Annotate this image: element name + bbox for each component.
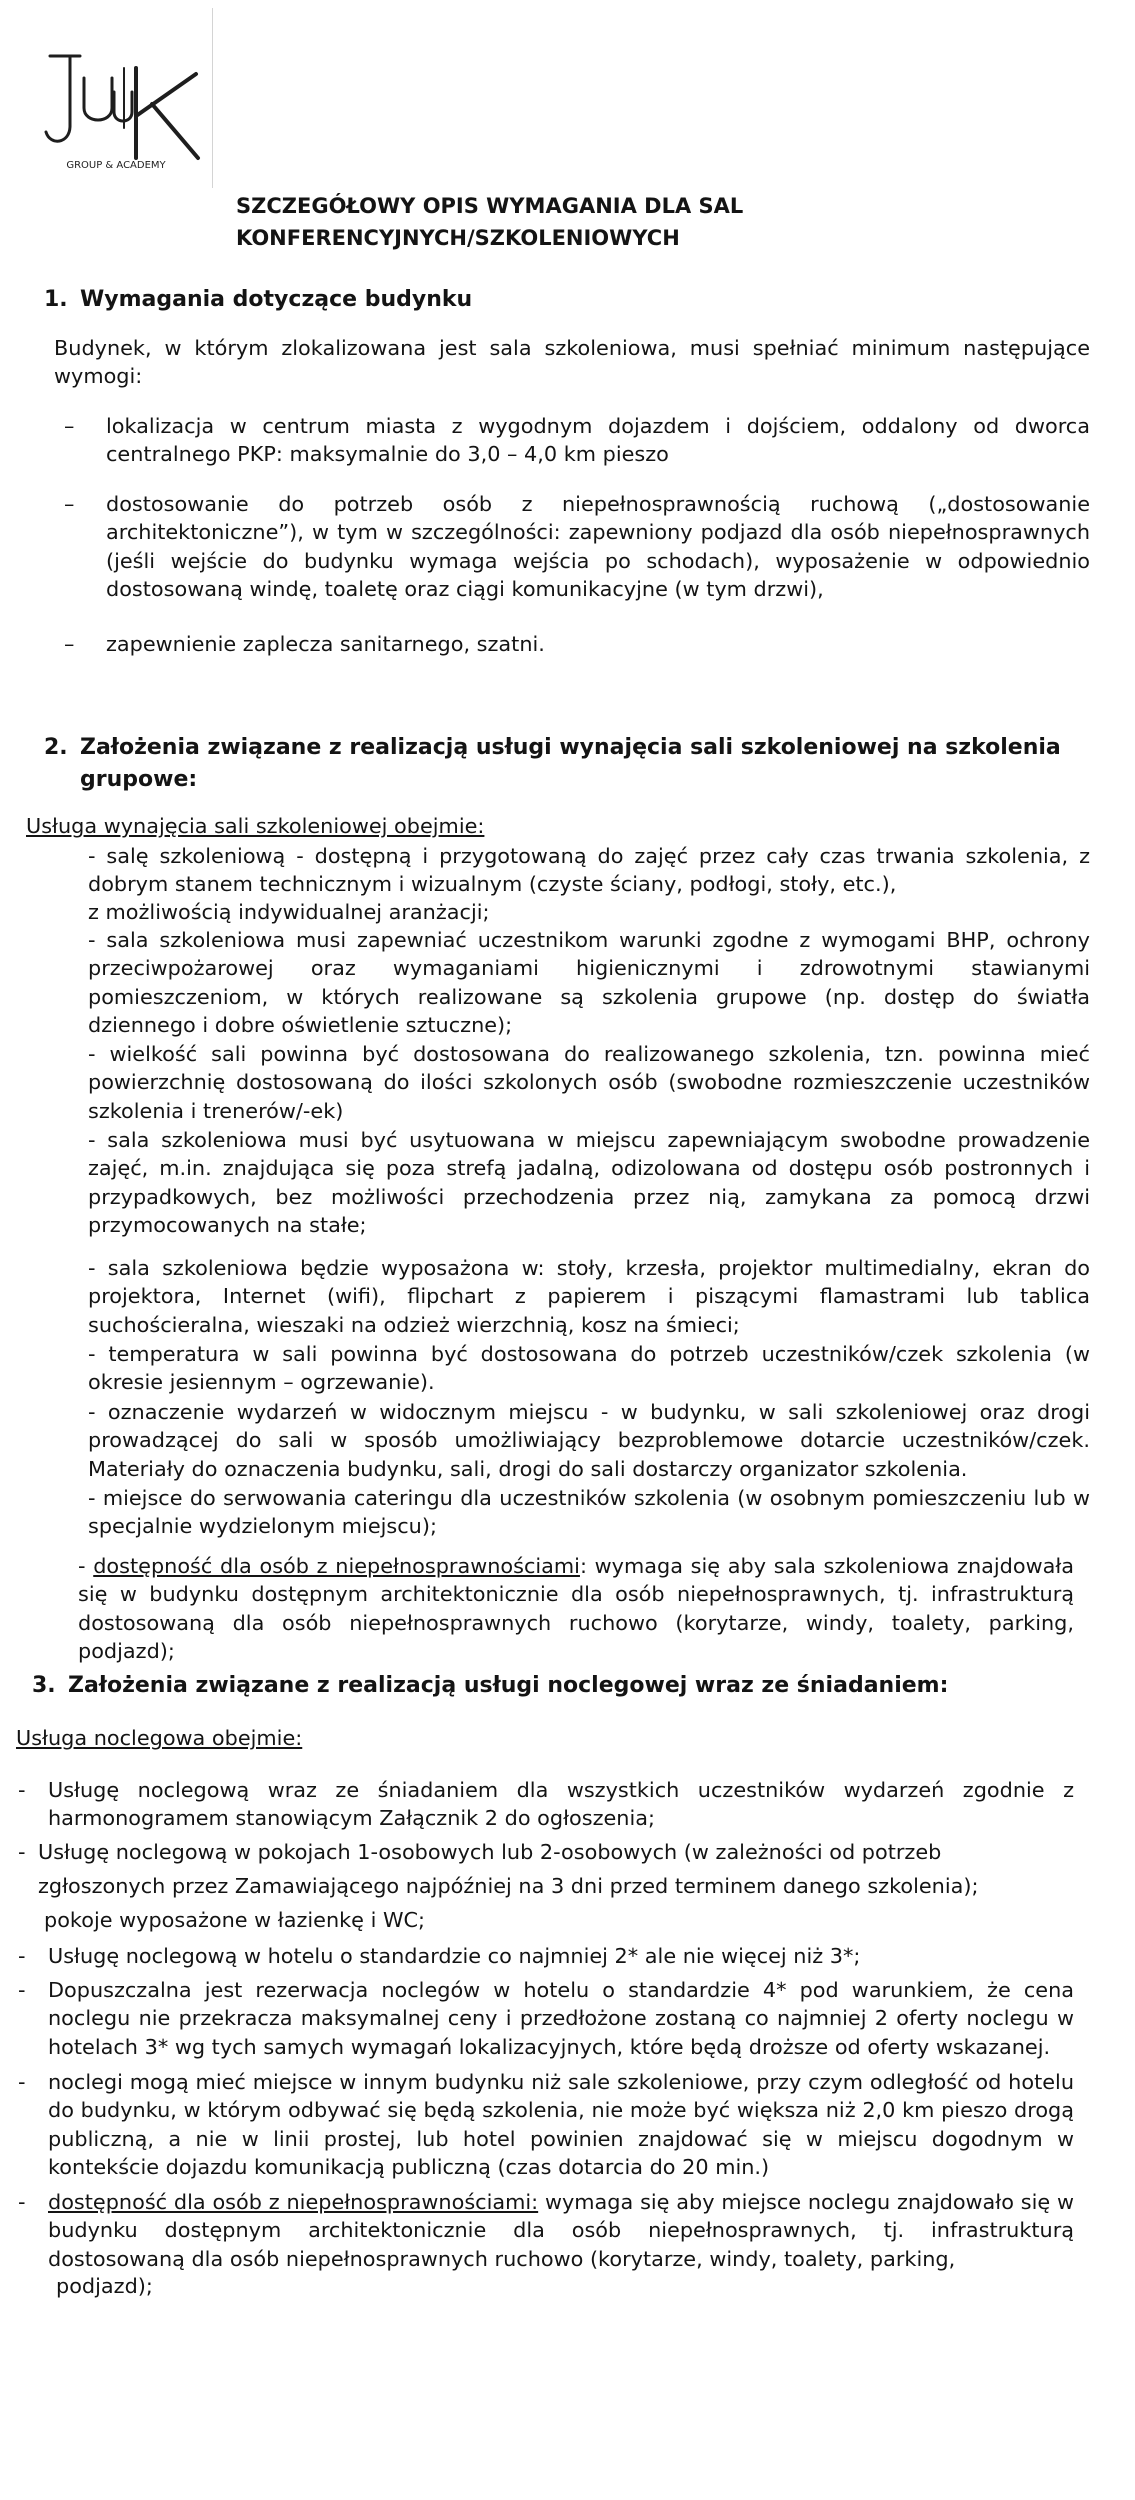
section-2-item-access (78, 1552, 1074, 1666)
section-1-intro: Budynek, w którym zlokalizowana jest sala szkoleniowa, musi spełniać minimum następujące wymogi: (54, 336, 1090, 389)
section-3-item-breakfast: Usługę noclegową wraz ze śniadaniem dla wszystkich uczestników wydarzeń zgodnie z harmonogramem stanowiącym Załącznik 2 do ogłoszenia; (48, 1778, 1074, 1831)
access-prefix: - (78, 1554, 94, 1578)
company-logo (28, 8, 213, 188)
bullet-dash: - (18, 1944, 26, 1968)
section-3-heading (32, 1670, 1102, 1702)
access-label: dostępność dla osób z niepełnosprawnościami (93, 1554, 580, 1578)
section-1-heading (44, 284, 1104, 316)
section-2-item-size: - wielkość sali powinna być dostosowana do realizowanego szkolenia, tzn. powinna mieć powierzchnię dostosowaną do ilości szkolonych osób (swobodne rozmieszczenie uczestników szkolenia i trenerów/-ek) (88, 1042, 1090, 1123)
bullet-dash: - (18, 1978, 26, 2002)
section-2-item-location: - sala szkoleniowa musi być usytuowana w miejscu zapewniającym swobodne prowadzenie zajęć, m.in. znajdująca się poza strefą jadalną, odizolowana od dostępu osób postronnych i przypadkowych, bez możliwości przechodzenia przez nią, zamykana za pomocą drzwi przymocowanych na stałe; (88, 1128, 1090, 1238)
section-2-item-temperature: - temperatura w sali powinna być dostosowana do potrzeb uczestników/czek szkolenia (w okresie jesiennym – ogrzewanie). (88, 1342, 1090, 1395)
section-2-title-line-2: grupowe: (80, 767, 198, 792)
logo-tagline: GROUP & ACADEMY (66, 160, 166, 171)
section-1-item-accessibility: dostosowanie do potrzeb osób z niepełnosprawnością ruchową („dostosowanie architektoniczne”), w tym w szczególności: zapewniony podjazd dla osób niepełnosprawnych (jeśli wejście do budynku wymaga wejścia po schodach), wyposażenie w odpowiednio dostosowaną windę, toaletę oraz ciągi komunikacyjne (w tym drzwi), (106, 492, 1090, 602)
section-1-number: 1. (44, 287, 68, 312)
section-3-item-rooms-line-1: Usługę noclegową w pokojach 1-osobowych lub 2-osobowych (w zależności od potrzeb (38, 1840, 942, 1864)
logo-mark-icon (28, 8, 212, 188)
section-2-title-line-1: Założenia związane z realizacją usługi wynajęcia sali szkoleniowej na szkolenia (80, 735, 1061, 760)
section-2-item-signage: - oznaczenie wydarzeń w widocznym miejscu - w budynku, w sali szkoleniowej oraz drogi prowadzącej do sali w sposób umożliwiający bezproblemowe dotarcie uczestników/czek. Materiały do oznaczenia budynku, sali, drogi do sali dostarczy organizator szkolenia. (88, 1400, 1090, 1481)
section-2-item-bhp: - sala szkoleniowa musi zapewniać uczestnikom warunki zgodne z wymogami BHP, ochrony przeciwpożarowej oraz wymaganiami higienicznymi i zdrowotnymi stawianymi pomieszczeniom, w których realizowane są szkolenia grupowe (np. dostęp do światła dziennego i dobre oświetlenie sztuczne); (88, 928, 1090, 1038)
section-1-item-sanitary: zapewnienie zaplecza sanitarnego, szatni. (106, 632, 545, 656)
bullet-dash: – (64, 414, 75, 438)
section-2-item-equipment: - sala szkoleniowa będzie wyposażona w: stoły, krzesła, projektor multimedialny, ekran do projektora, Internet (wifi), flipchart z papierem i piszącymi flamastrami lub tablica suchościeralna, wieszaki na odzież wierzchnią, kosz na śmieci; (88, 1256, 1090, 1337)
section-2-heading (44, 732, 1104, 796)
section-3-item-distance: noclegi mogą mieć miejsce w innym budynku niż sale szkoleniowe, przy czym odległość od hotelu do budynku, w którym odbywać się będą szkolenia, nie może być większa niż 2,0 km pieszo drogą publiczną, a nie w linii prostej, lub hotel powinien znajdować się w miejscu dogodnym w kontekście dojazdu komunikacją publiczną (czas dotarcia do 20 min.) (48, 2070, 1074, 2180)
access-text: : wymaga się aby sala szkoleniowa znajdowała się w budynku dostępnym architektonicznie dla osób niepełnosprawnych, tj. infrastrukturą dostosowaną dla osób niepełnosprawnych ruchowo (korytarze, windy, toalety, parking, podjazd); (78, 1554, 1075, 1664)
bullet-dash: - (18, 2070, 26, 2094)
bullet-dash: – (64, 492, 75, 516)
access-text: wymaga się aby miejsce noclegu znajdowało się w budynku dostępnym architektonicznie dla osób niepełnosprawnych, tj. infrastrukturą dostosowaną dla osób niepełnosprawnych ruchowo (korytarze, windy, toalety, parking, (48, 2190, 1074, 2271)
section-3-subheading: Usługa noclegowa obejmie: (16, 1726, 303, 1750)
section-3-item-standard: Usługę noclegową w hotelu o standardzie co najmniej 2* ale nie więcej niż 3*; (48, 1944, 861, 1968)
section-3-item-rooms-line-2: zgłoszonych przez Zamawiającego najpóźniej na 3 dni przed terminem danego szkolenia); (38, 1874, 979, 1898)
section-1-title: Wymagania dotyczące budynku (80, 287, 473, 312)
section-3-item-4star: Dopuszczalna jest rezerwacja noclegów w hotelu o standardzie 4* pod warunkiem, że cena noclegu nie przekracza maksymalnej ceny i przedłożone zostaną co najmniej 2 oferty noclegu w hotelach 3* wg tych samych wymagań lokalizacyjnych, które będą droższe od oferty wskazanej. (48, 1978, 1074, 2059)
section-2-item-room: - salę szkoleniową - dostępną i przygotowaną do zajęć przez cały czas trwania szkolenia, z dobrym stanem technicznym i wizualnym (czyste ściany, podłogi, stoły, etc.), (88, 844, 1090, 897)
access-label: dostępność dla osób z niepełnosprawnościami: (48, 2190, 539, 2214)
section-1-item-location: lokalizacja w centrum miasta z wygodnym dojazdem i dojściem, oddalony od dworca centralnego PKP: maksymalnie do 3,0 – 4,0 km pieszo (106, 414, 1090, 467)
section-2-number: 2. (44, 735, 68, 760)
section-2-subheading: Usługa wynajęcia sali szkoleniowej obejmie: (26, 814, 485, 838)
document-title (236, 190, 936, 254)
section-2-item-arrangement: z możliwością indywidualnej aranżacji; (88, 900, 490, 924)
section-3-item-access-end: podjazd); (56, 2274, 153, 2298)
section-2-item-catering: - miejsce do serwowania cateringu dla uczestników szkolenia (w osobnym pomieszczeniu lub w specjalnie wydzielonym miejscu); (88, 1486, 1090, 1539)
section-3-item-access (48, 2188, 1074, 2273)
title-line-2: KONFERENCYJNYCH/SZKOLENIOWYCH (236, 226, 680, 250)
section-3-item-rooms-line-3: pokoje wyposażone w łazienkę i WC; (44, 1908, 426, 1932)
bullet-dash: - (18, 1840, 26, 1864)
bullet-dash: - (18, 2190, 26, 2214)
bullet-dash: – (64, 632, 75, 656)
bullet-dash: - (18, 1778, 26, 1802)
section-3-title: Założenia związane z realizacją usługi noclegowej wraz ze śniadaniem: (68, 1673, 949, 1698)
title-line-1: SZCZEGÓŁOWY OPIS WYMAGANIA DLA SAL (236, 194, 744, 218)
section-3-number: 3. (32, 1673, 56, 1698)
